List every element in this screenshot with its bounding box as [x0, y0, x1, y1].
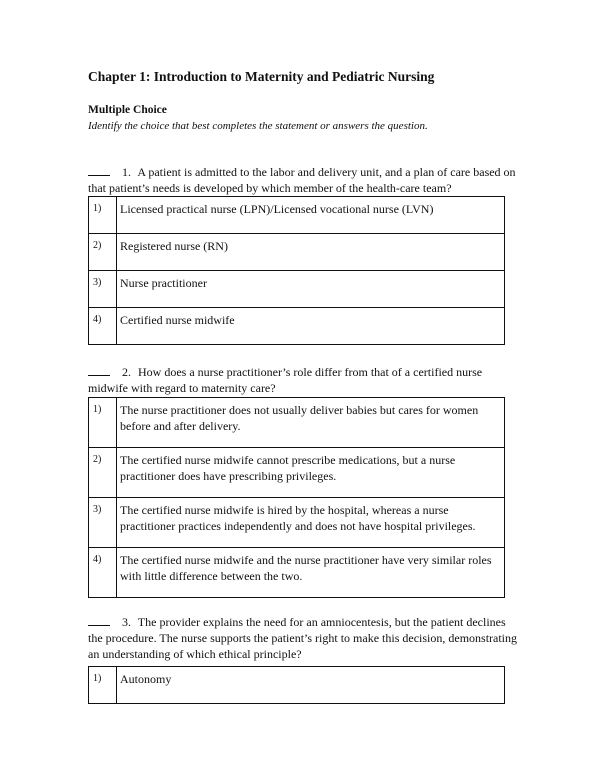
- question-1: [88, 164, 518, 196]
- option-text: Licensed practical nurse (LPN)/Licensed vocational nurse (LVN): [117, 197, 505, 234]
- option-text: The nurse practitioner does not usually deliver babies but cares for women before and after delivery.: [117, 398, 505, 448]
- answer-option[interactable]: [89, 398, 505, 448]
- option-text: The certified nurse midwife is hired by the hospital, whereas a nurse practitioner practices independently and does not have hospital privileges.: [117, 498, 505, 548]
- option-number: 1): [89, 398, 117, 448]
- option-number: 2): [89, 234, 117, 271]
- option-text: Autonomy: [117, 667, 505, 704]
- question-number: 2.: [122, 365, 131, 379]
- question-3: [88, 614, 518, 662]
- question-stem: A patient is admitted to the labor and delivery unit, and a plan of care based on that patient’s needs is developed by which member of the health-care team?: [88, 165, 516, 195]
- answer-options-table: [88, 196, 505, 345]
- chapter-title: Chapter 1: Introduction to Maternity and Pediatric Nursing: [88, 69, 435, 84]
- option-number: 1): [89, 667, 117, 704]
- answer-options-table: [88, 666, 505, 704]
- option-text: The certified nurse midwife and the nurse practitioner have very similar roles with little difference between the two.: [117, 548, 505, 598]
- question-number: 3.: [122, 615, 131, 629]
- option-number: 3): [89, 498, 117, 548]
- answer-blank: [88, 165, 110, 176]
- option-text: Registered nurse (RN): [117, 234, 505, 271]
- option-number: 4): [89, 308, 117, 345]
- answer-options-table: [88, 397, 505, 598]
- option-number: 3): [89, 271, 117, 308]
- option-number: 4): [89, 548, 117, 598]
- option-text: Nurse practitioner: [117, 271, 505, 308]
- answer-option[interactable]: [89, 308, 505, 345]
- answer-option[interactable]: [89, 498, 505, 548]
- option-text: The certified nurse midwife cannot prescribe medications, but a nurse practitioner does have prescribing privileges.: [117, 448, 505, 498]
- instructions-text: Identify the choice that best completes the statement or answers the question.: [88, 120, 428, 132]
- question-stem: How does a nurse practitioner’s role differ from that of a certified nurse midwife with regard to maternity care?: [88, 365, 483, 395]
- question-stem: The provider explains the need for an amniocentesis, but the patient declines the procedure. The nurse supports the patient’s right to make this decision, demonstrating an understanding of which ethical principle?: [88, 615, 518, 661]
- option-number: 1): [89, 197, 117, 234]
- answer-option[interactable]: [89, 271, 505, 308]
- question-2: [88, 364, 518, 396]
- question-number: 1.: [122, 165, 131, 179]
- answer-blank: [88, 615, 110, 626]
- option-text: Certified nurse midwife: [117, 308, 505, 345]
- option-number: 2): [89, 448, 117, 498]
- answer-option[interactable]: [89, 548, 505, 598]
- section-heading: Multiple Choice: [88, 104, 167, 116]
- answer-option[interactable]: [89, 197, 505, 234]
- answer-blank: [88, 365, 110, 376]
- answer-option[interactable]: [89, 667, 505, 704]
- answer-option[interactable]: [89, 448, 505, 498]
- answer-option[interactable]: [89, 234, 505, 271]
